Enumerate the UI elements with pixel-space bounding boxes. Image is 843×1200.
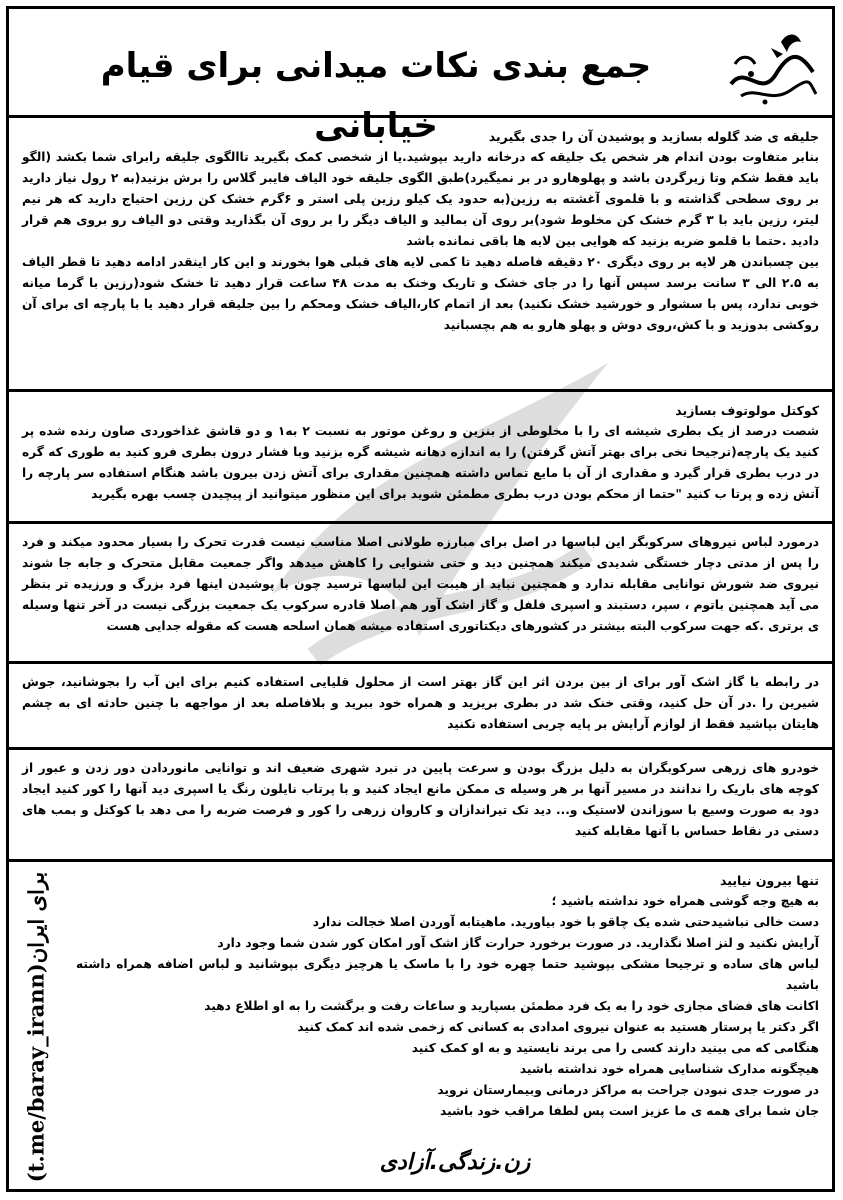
list-item: اکانت های فضای مجازی خود را به یک فرد مطمئن بسپارید و ساعات رفت و برگشت را به او اطلاع دهید bbox=[204, 999, 819, 1013]
section-bulletproof-vest bbox=[6, 118, 835, 392]
section-heading: کوکتل مولوتوف بسازید bbox=[675, 403, 819, 418]
list-item: به هیچ وجه گوشی همراه خود نداشته باشید ؛ bbox=[551, 894, 819, 908]
list-item: لباس های ساده و ترجیحا مشکی بپوشید حتما چهره خود را با ماسک یا هرچیز دیگری بپوشانید و لباس اضافه همراه داشته باشید bbox=[76, 957, 819, 992]
section-tips-list bbox=[6, 862, 835, 1192]
list-item: دست خالی نباشیدحتی شده یک چاقو با خود بیاورید. ماهیتابه آوردن اصلا خجالت ندارد bbox=[312, 915, 819, 929]
paragraph: شصت درصد از یک بطری شیشه ای را با مخلوطی از بنزین و روغن موتور به نسبت ۲ به۱ و دو قاشق غذاخوردی صاون رنده شده پر کنید یک پارچه(ترجیحا نخی برای بهتر آتش گرفتن) را به اندازه دهانه شیشه گره بزنید وبا فشار درون بطری فرو کنید به طوری که گره در درب بطری قرار گیرد و مقداری از آن با مایع تماس داشته همچنین مقداری برای آتش زدن بیرون باشد هنگام استفاده سر پارچه را آتش زده و پرتا ب کنید "حتما از محکم بودن درب بطری مطمئن شوید برای این منظور میتوانید از پیچیدن چسب بهره بگیرید bbox=[22, 424, 819, 501]
logo bbox=[721, 24, 821, 112]
list-item: جان شما برای همه ی ما عزیز است پس لطفا مراقب خود باشید bbox=[440, 1104, 819, 1118]
signature: زن.زندگی.آزادی bbox=[379, 1150, 531, 1175]
section-armored-vehicles bbox=[6, 750, 835, 862]
logo-calligraphy-icon bbox=[721, 24, 821, 112]
list-item: آرایش نکنید و لنز اصلا نگذارید. در صورت برخورد حرارت گاز اشک آور امکان کور شدن شما وجود دارد bbox=[217, 936, 819, 950]
section-tear-gas bbox=[6, 664, 835, 750]
list-item: در صورت جدی نبودن جراحت به مراکز درمانی وبیمارستان نروید bbox=[437, 1083, 819, 1097]
section-heading: جلیقه ی ضد گلوله بسازید و پوشیدن آن را جدی بگیرید bbox=[488, 129, 819, 144]
side-channel-label bbox=[14, 868, 58, 1186]
paragraph: خودرو های زرهی سرکوبگران به دلیل بزرگ بودن و سرعت پایین در نبرد شهری ضعیف اند و توانایی مانوردادن دور زدن و عبور از کوچه های باریک را ندانند در مسیر آنها بر هر وسیله ی ممکن مانع ایجاد کنید و با پرتاب نایلون رنگ یا اسپری دید آنها را کور کنید ایجاد دود به صورت وسیع با سوزاندن لاستیک و... دید تک تیراندازان و کاروان زرهی را کور و فرصت ضربه را می دهد با کوکتل و بمب های دستی در نقاط حساس با آنها مقابله کنید bbox=[22, 761, 819, 838]
paragraph: بین چسباندن هر لایه بر روی دیگری ۲۰ دقیقه فاصله دهید تا کمی لایه های قبلی هوا بخورند و این کار اینقدر ادامه دهید تا قطر الیاف به ۲.۵ الی ۳ سانت برسد سپس آنها را در جای خشک و تاریک وخنک به مدت ۴۸ ساعت قرار دهید تا خشک شود(رزین با گرما میانه خوبی ندارد، پس با سشوار و خورشید خشک نکنید) بعد از اتمام کار،الیاف خشک ومحکم را بین جلیقه قرار دهید یا با پارچه ای برای آن روکشی بدوزید و با کش،روی دوش و پهلو هارو به هم بچسبانید bbox=[22, 255, 819, 332]
section-molotov bbox=[6, 392, 835, 524]
list-item: هیچگونه مدارک شناسایی همراه خود نداشته باشید bbox=[519, 1062, 819, 1076]
section-riot-gear bbox=[6, 524, 835, 664]
page-title: جمع بندی نکات میدانی برای قیام خیابانی bbox=[100, 46, 652, 146]
list-item: اگر دکتر یا پرستار هستید به عنوان نیروی امدادی به کسانی که زخمی شده اند کمک کنید bbox=[297, 1020, 819, 1034]
paragraph: بنابر متفاوت بودن اندام هر شخص یک جلیقه که درخانه دارید بپوشید.یا از شخصی کمک بگیرید تاالگوی جلیقه رابرای شما بکشد (الگو باید فقط شکم وتا زیرگردن باشد و پهلوهارو در بر نمیگیرد)طبق الگوی جلیقه خود الیاف فایبر گلاس را برش بزنید(به ۲ رول نیاز دارید بر روی سطحی گذاشته و با قلموی آغشته به رزین(به حدود یک کیلو رزین پلی استر و ۶گرم خشک کن رزین احتیاج دارید که هر نیم لیتر، رزین باید با ۳ گرم خشک کن مخلوط شود)بر روی آن بمالید و الیاف دیگر را بر روی آن بگذارید وقتی دو الیاف رو بروی هم قرار دادید .حتما با قلمو ضربه بزنید که هوایی بین لایه ها باقی نمانده باشد bbox=[22, 150, 819, 248]
paragraph: درمورد لباس نیروهای سرکوبگر این لباسها در اصل برای مبارزه طولانی اصلا مناسب نیست قدرت تحرک را بسیار محدود میکند و فرد را پس از مدتی دچار خستگی شدیدی میکند همچنین دید و حتی شنوایی را کاهش میدهد واگر جمعیت مقابل متحرک و جابه جا شوند نیروی ضد شورش توانایی مقابله ندارد و همچنین نباید از هیبت این لباسها ترسید چون با پوشیدن اینها فرد بزرگ و ورزیده تر بنظر می آید همچنین باتوم ، سپر، دستبند و اسپری فلفل و گاز اشک آور هم اصلا قادره سرکوب یک جمعیت بزرگی نیست در آخر تنها وسیله ی برتری .که جهت سرکوب البته بیشتر در کشورهای دیکتاتوری استفاده میشه همان اسلحه هست که مقوله جدایی هست bbox=[22, 535, 819, 633]
channel-link-text: (t.me/baray_irann)برای ایران bbox=[23, 871, 49, 1183]
section-heading: تنها بیرون نیایید bbox=[720, 873, 819, 888]
list-item: هنگامی که می بینید دارند کسی را می برند نایستید و به او کمک کنید bbox=[411, 1041, 819, 1055]
paragraph: در رابطه با گاز اشک آور برای از بین بردن اثر این گاز بهتر است از محلول قلیایی استفاده کنیم برای این آب را بجوشانید، جوش شیرین را .در آن حل کنید، وقتی خنک شد در بطری بریزید و همراه خود ببرید و بلافاصله بعد از مواجهه با چنین حادثه ای به چشم هایتان بپاشید فقط از لوازم آرایش بر پایه چربی استفاده نکنید bbox=[22, 675, 819, 731]
